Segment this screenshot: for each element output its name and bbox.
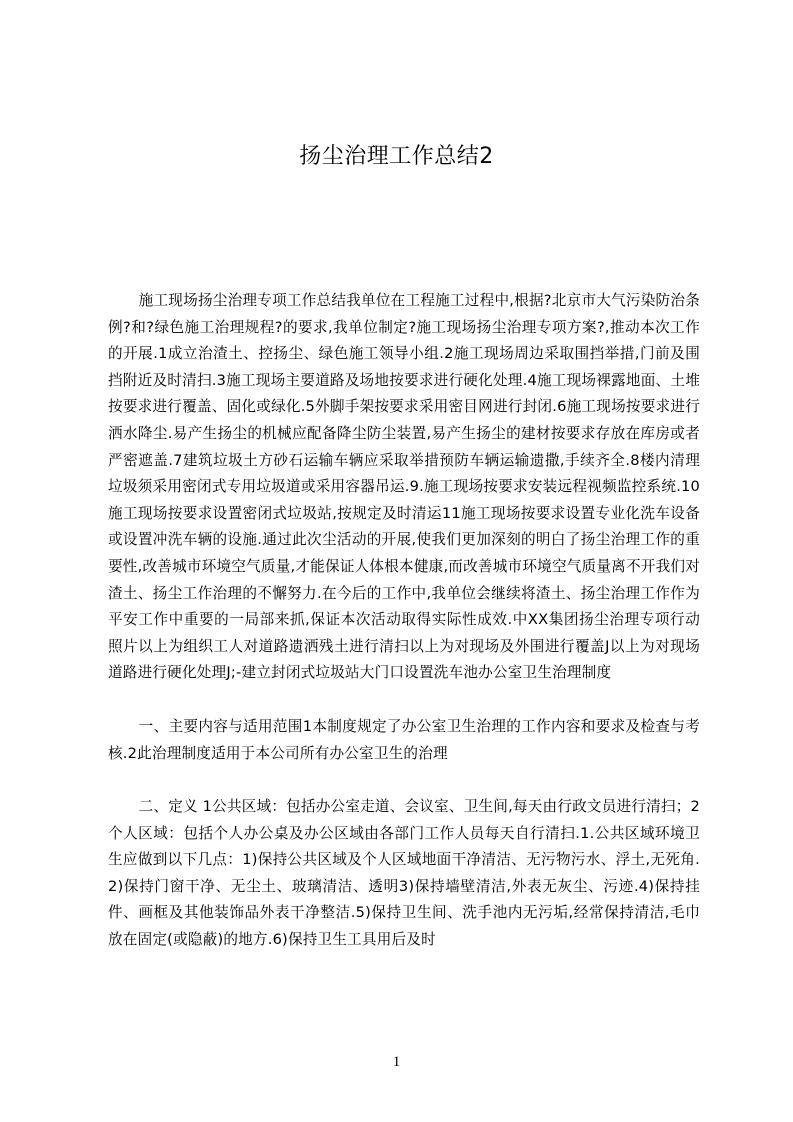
document-title: 扬尘治理工作总结2 (299, 144, 494, 169)
paragraph-scope: 一、主要内容与适用范围1本制度规定了办公室卫生治理的工作内容和要求及检查与考核.2此治理制度适用于本公司所有办公室卫生的治理 (108, 717, 700, 762)
page-number: 1 (392, 1054, 401, 1070)
paragraph-summary: 施工现场扬尘治理专项工作总结我单位在工程施工过程中,根据?北京市大气污染防治条例?和?绿色施工治理规程?的要求,我单位制定?施工现场扬尘治理专项方案?,推动本次工作的开展.1成立治渣土、控扬尘、绿色施工领导小组.2施工现场周边采取围挡举措,门前及围挡附近及时清扫.3施工现场主要道路及场地按要求进行硬化处理.4施工现场裸露地面、土堆按要求进行覆盖、固化或绿化.5外脚手架按要求采用密目网进行封闭.6施工现场按要求进行洒水降尘.易产生扬尘的机械应配备降尘防尘装置,易产生扬尘的建材按要求存放在库房或者严密遮盖.7建筑垃圾土方砂石运输车辆应采取举措预防车辆运输遗撒,手续齐全.8楼内清理垃圾须采用密闭式专用垃圾道或采用容器吊运.9.施工现场按要求安装远程视频监控系统.10施工现场按要求设置密闭式垃圾站,按规定及时清运11施工现场按要求设置专业化洗车设备或设置冲洗车辆的设施.通过此次尘活动的开展,使我们更加深刻的明白了扬尘治理工作的重要性,改善城市环境空气质量,才能保证人体根本健康,而改善城市环境空气质量离不开我们对渣土、扬尘工作治理的不懈努力.在今后的工作中,我单位会继续将渣土、扬尘治理工作作为平安工作中重要的一局部来抓,保证本次活动取得实际性成效.中XX集团扬尘治理专项行动照片以上为组织工人对道路遗洒残土进行清扫以上为对现场及外围进行覆盖J以上为对现场道路进行硬化处理J;-建立封闭式垃圾站大门口设置洗车池办公室卫生治理制度 (108, 292, 700, 682)
paragraph-definitions: 二、定义 1公共区域：包括办公室走道、会议室、卫生间,每天由行政文员进行清扫；2个人区域：包括个人办公桌及办公区域由各部门工作人员每天自行清扫.1.公共区域环境卫生应做到以下几点：1)保持公共区域及个人区域地面干净清洁、无污物污水、浮土,无死角.2)保持门窗干净、无尘土、玻璃清洁、透明3)保持墙壁清洁,外表无灰尘、污迹.4)保持挂件、画框及其他装饰品外表干净整洁.5)保持卫生间、洗手池内无污垢,经常保持清洁,毛巾放在固定(或隐蔽)的地方.6)保持卫生工具用后及时 (108, 798, 700, 949)
document-body (108, 288, 700, 954)
